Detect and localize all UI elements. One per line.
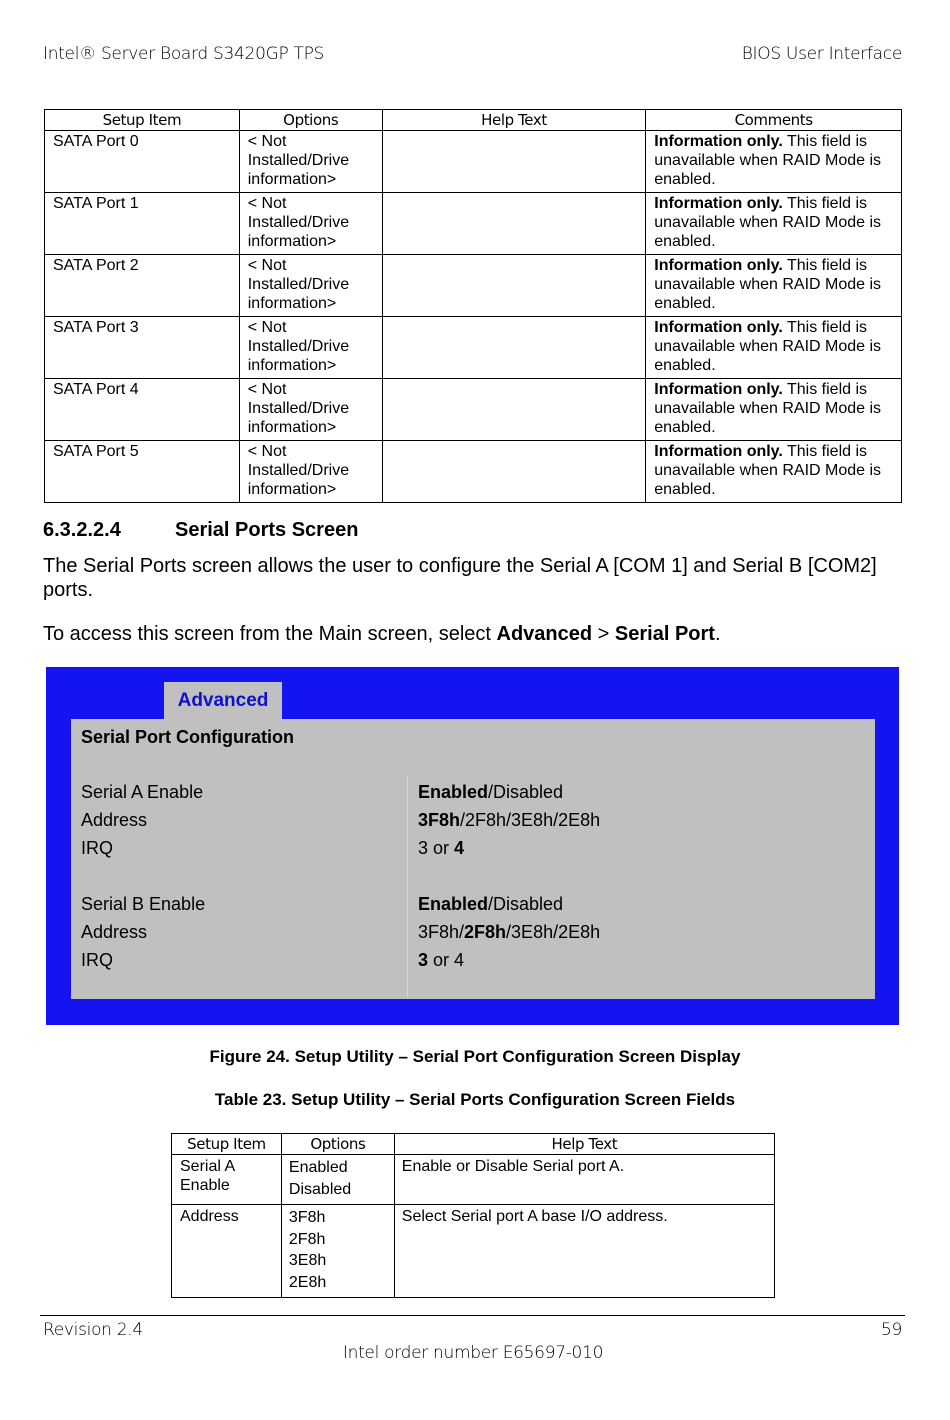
table-row — [172, 1205, 775, 1298]
table-header-row — [45, 110, 902, 131]
access-separator: > — [592, 623, 615, 645]
comment-emphasis: Information only. — [654, 319, 783, 336]
comments-cell — [646, 131, 902, 193]
option-value: Enabled — [288, 1159, 348, 1176]
footer-order-number: Intel order number E65697-010 — [342, 1343, 604, 1363]
access-text: To access this screen from the Main screen, select — [43, 623, 497, 645]
table-row — [45, 379, 902, 441]
bios-title: Serial Port Configuration — [81, 727, 295, 747]
bios-setting-value[interactable] — [418, 950, 464, 971]
comments-cell — [646, 317, 902, 379]
options-cell: < Not Installed/Drive information> — [239, 379, 382, 441]
comments-cell — [646, 379, 902, 441]
section-number: 6.3.2.2.4 — [43, 519, 121, 541]
bios-setting-value[interactable] — [418, 894, 563, 915]
bios-setting-value[interactable] — [418, 810, 600, 831]
bios-setting-label: Serial B Enable — [81, 894, 206, 914]
header-right: BIOS User Interface — [741, 44, 902, 64]
sata-ports-table — [44, 109, 902, 503]
options-cell: < Not Installed/Drive information> — [239, 255, 382, 317]
options-cell — [281, 1155, 394, 1205]
comment-emphasis: Information only. — [654, 257, 783, 274]
column-header: Help Text — [394, 1134, 774, 1155]
comment-emphasis: Information only. — [654, 381, 783, 398]
figure-caption: Figure 24. Setup Utility – Serial Port Configuration Screen Display — [209, 1047, 741, 1066]
bios-setting-label: IRQ — [81, 838, 114, 858]
selected-option: 3 — [418, 950, 429, 970]
option-text: /Disabled — [488, 894, 564, 914]
option-value: 2F8h — [288, 1230, 326, 1248]
comment-text: This field is unavailable when RAID Mode is enabled. — [654, 257, 882, 312]
table-row — [45, 193, 902, 255]
column-header: Setup Item — [172, 1134, 282, 1155]
selected-option: 2F8h — [464, 922, 507, 942]
options-cell: < Not Installed/Drive information> — [239, 193, 382, 255]
comments-cell — [646, 255, 902, 317]
table-header-row — [172, 1134, 775, 1155]
option-value: 2E8h — [288, 1273, 327, 1291]
selected-option: 3F8h — [418, 810, 461, 830]
comment-text: This field is unavailable when RAID Mode is enabled. — [654, 133, 882, 188]
access-end: . — [714, 623, 721, 645]
options-cell: < Not Installed/Drive information> — [239, 317, 382, 379]
options-cell: < Not Installed/Drive information> — [239, 441, 382, 503]
column-header: Help Text — [382, 110, 646, 131]
column-header: Comments — [646, 110, 902, 131]
selected-option: Enabled — [418, 782, 489, 802]
selected-option: 4 — [454, 838, 465, 858]
column-header: Setup Item — [45, 110, 240, 131]
comment-text: This field is unavailable when RAID Mode is enabled. — [654, 443, 882, 498]
help-text-cell: Enable or Disable Serial port A. — [394, 1155, 774, 1205]
table-row — [45, 255, 902, 317]
access-paragraph — [43, 622, 903, 646]
bios-setting-label: Serial A Enable — [81, 782, 204, 802]
comment-emphasis: Information only. — [654, 443, 783, 460]
option-text: /Disabled — [488, 782, 564, 802]
setup-item-cell: Serial A Enable — [172, 1155, 282, 1205]
setup-item-cell: SATA Port 0 — [45, 131, 240, 193]
table-row — [45, 441, 902, 503]
tab-advanced[interactable]: Advanced — [164, 682, 282, 720]
section-paragraph: The Serial Ports screen allows the user to configure the Serial A [COM 1] and Serial B [COM2] ports. — [43, 555, 877, 601]
option-text: 3 or — [418, 838, 455, 858]
setup-item-cell: SATA Port 2 — [45, 255, 240, 317]
bios-setting-label: Address — [81, 810, 148, 830]
setup-item-cell: SATA Port 4 — [45, 379, 240, 441]
footer-revision: Revision 2.4 — [43, 1320, 143, 1340]
comment-emphasis: Information only. — [654, 133, 783, 150]
option-value: 3E8h — [288, 1252, 327, 1269]
option-text: /3E8h/2E8h — [506, 922, 601, 942]
comment-text: This field is unavailable when RAID Mode is enabled. — [654, 381, 882, 436]
column-header: Options — [239, 110, 382, 131]
help-text-cell — [382, 441, 646, 503]
bios-setting-value[interactable] — [418, 922, 600, 943]
help-text-cell — [382, 131, 646, 193]
help-text-cell — [382, 193, 646, 255]
option-value: Disabled — [288, 1180, 352, 1198]
help-text-cell — [382, 255, 646, 317]
options-cell — [281, 1205, 394, 1298]
bios-panel — [71, 719, 875, 999]
help-text-cell — [382, 379, 646, 441]
table-caption: Table 23. Setup Utility – Serial Ports Configuration Screen Fields — [214, 1090, 736, 1109]
table-row — [172, 1155, 775, 1205]
bios-setting-label: Address — [81, 922, 148, 942]
options-cell: < Not Installed/Drive information> — [239, 131, 382, 193]
column-header: Options — [281, 1134, 394, 1155]
comment-emphasis: Information only. — [654, 195, 783, 212]
comment-text: This field is unavailable when RAID Mode is enabled. — [654, 319, 882, 374]
comments-cell — [646, 441, 902, 503]
option-value: 3F8h — [288, 1209, 326, 1226]
option-text: 3F8h/ — [418, 922, 465, 942]
option-text: or 4 — [428, 950, 465, 970]
menu-advanced: Advanced — [496, 623, 593, 645]
footer-page-number: 59 — [880, 1320, 902, 1340]
bios-column-divider — [407, 776, 408, 998]
selected-option: Enabled — [418, 894, 489, 914]
table-row — [45, 131, 902, 193]
bios-setting-value[interactable] — [418, 838, 464, 859]
setup-item-cell: SATA Port 5 — [45, 441, 240, 503]
setup-item-cell: SATA Port 1 — [45, 193, 240, 255]
bios-setting-label: IRQ — [81, 950, 114, 970]
comments-cell — [646, 193, 902, 255]
setup-item-cell: Address — [172, 1205, 282, 1298]
help-text-cell: Select Serial port A base I/O address. — [394, 1205, 774, 1298]
setup-item-cell: SATA Port 3 — [45, 317, 240, 379]
table-row — [45, 317, 902, 379]
bios-setting-value[interactable] — [418, 782, 563, 803]
header-left: Intel® Server Board S3420GP TPS — [43, 44, 325, 64]
footer-rule — [40, 1315, 905, 1316]
option-text: /2F8h/3E8h/2E8h — [460, 810, 601, 830]
help-text-cell — [382, 317, 646, 379]
comment-text: This field is unavailable when RAID Mode is enabled. — [654, 195, 882, 250]
section-title: Serial Ports Screen — [175, 519, 359, 541]
serial-ports-table — [171, 1133, 775, 1298]
menu-serial-port: Serial Port — [614, 623, 715, 645]
